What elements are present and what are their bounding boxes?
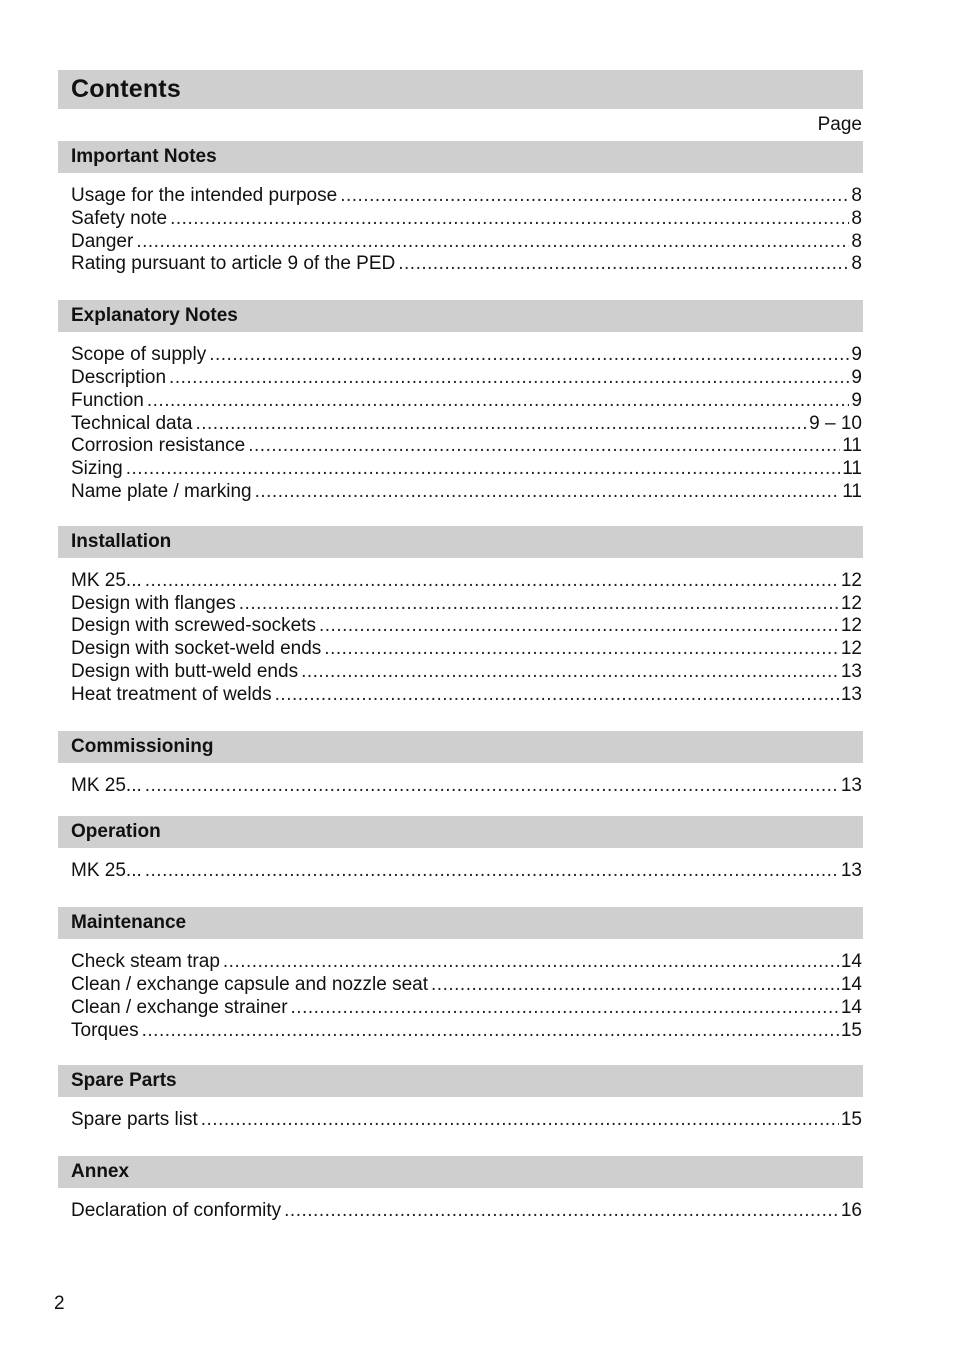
toc-entry-page: 9 xyxy=(851,366,862,388)
toc-entry[interactable] xyxy=(71,481,862,504)
toc-entry-label: Corrosion resistance xyxy=(71,435,246,457)
dot-leader xyxy=(126,458,841,481)
toc-entry-page: 14 xyxy=(840,996,862,1018)
dot-leader xyxy=(142,1020,839,1043)
toc-entry[interactable] xyxy=(71,344,862,367)
toc-entry[interactable] xyxy=(71,1020,862,1043)
section-heading: Explanatory Notes xyxy=(58,300,863,332)
dot-leader xyxy=(145,775,839,798)
dot-leader xyxy=(340,185,849,208)
toc-entry-label: Danger xyxy=(71,230,134,252)
toc-entry[interactable] xyxy=(71,1200,862,1223)
toc-entry-page: 13 xyxy=(840,774,862,796)
toc-entry-page: 13 xyxy=(840,683,862,705)
toc-entry[interactable] xyxy=(71,458,862,481)
dot-leader xyxy=(301,661,839,684)
toc-entry-page: 12 xyxy=(840,615,862,637)
section-heading: Spare Parts xyxy=(58,1065,863,1097)
toc-entry-label: Usage for the intended purpose xyxy=(71,185,338,206)
toc-entry-page: 12 xyxy=(840,592,862,614)
section-heading: Installation xyxy=(58,526,863,558)
toc-entry-label: MK 25... xyxy=(71,774,142,796)
dot-leader xyxy=(248,435,840,458)
toc-entry-page: 12 xyxy=(840,638,862,660)
toc-entry[interactable] xyxy=(71,684,862,707)
toc-entry-label: Clean / exchange strainer xyxy=(71,996,288,1018)
toc-entry-page: 9 xyxy=(851,389,862,411)
dot-leader xyxy=(291,997,839,1020)
dot-leader xyxy=(275,684,839,707)
dot-leader xyxy=(431,974,839,997)
toc-entry[interactable] xyxy=(71,570,862,593)
toc-entry-label: Spare parts list xyxy=(71,1109,198,1131)
toc-entry-label: MK 25... xyxy=(71,569,142,591)
section-explanatory-notes xyxy=(58,300,863,526)
section-spacer xyxy=(58,883,863,907)
dot-leader xyxy=(255,481,841,504)
dot-leader xyxy=(136,231,849,254)
section-entries xyxy=(58,558,863,707)
dot-leader xyxy=(201,1109,839,1132)
title-bar xyxy=(58,70,863,109)
dot-leader xyxy=(145,860,839,883)
toc-entry-label: Safety note xyxy=(71,207,168,229)
dot-leader xyxy=(147,390,850,413)
section-spare-parts xyxy=(58,1065,863,1156)
toc-entry-label: Design with butt-weld ends xyxy=(71,660,299,682)
contents-page xyxy=(58,70,863,1223)
section-entries xyxy=(58,939,863,1042)
toc-entry-page: 8 xyxy=(851,185,862,206)
section-annex xyxy=(58,1156,863,1223)
dot-leader xyxy=(223,951,839,974)
toc-entry[interactable] xyxy=(71,435,862,458)
toc-entry-label: Rating pursuant to article 9 of the PED xyxy=(71,253,396,275)
section-installation xyxy=(58,526,863,731)
toc-entry[interactable] xyxy=(71,390,862,413)
toc-entry-label: Name plate / marking xyxy=(71,480,252,502)
toc-entry[interactable] xyxy=(71,367,862,390)
toc-entry[interactable] xyxy=(71,638,862,661)
section-heading: Operation xyxy=(58,816,863,848)
toc-entry-label: Technical data xyxy=(71,412,193,434)
section-heading: Maintenance xyxy=(58,907,863,939)
toc-entry-label: Scope of supply xyxy=(71,344,207,366)
toc-entry-page: 8 xyxy=(851,207,862,229)
toc-entry[interactable] xyxy=(71,615,862,638)
toc-entry-label: Function xyxy=(71,389,144,411)
toc-entry-page: 11 xyxy=(842,480,862,502)
toc-entry-label: Check steam trap xyxy=(71,951,220,973)
dot-leader xyxy=(170,208,849,231)
page-title: Contents xyxy=(71,75,181,103)
toc-entry-page: 15 xyxy=(840,1109,862,1131)
toc-entry-page: 11 xyxy=(842,458,862,480)
section-entries xyxy=(58,332,863,504)
dot-leader xyxy=(209,344,849,367)
section-commissioning xyxy=(58,731,863,817)
section-entries xyxy=(58,173,863,276)
toc-entry[interactable] xyxy=(71,860,862,883)
toc-entry-page: 9 – 10 xyxy=(809,412,862,434)
toc-entry-page: 11 xyxy=(842,435,862,457)
dot-leader xyxy=(195,413,807,436)
toc-entry[interactable] xyxy=(71,231,862,254)
toc-entry-page: 14 xyxy=(840,973,862,995)
toc-entry-label: Design with flanges xyxy=(71,592,236,614)
toc-entry-label: Heat treatment of welds xyxy=(71,683,272,705)
toc-entry-label: Sizing xyxy=(71,458,123,480)
dot-leader xyxy=(319,615,839,638)
section-spacer xyxy=(58,707,863,731)
toc-entry-page: 8 xyxy=(851,253,862,275)
toc-entry[interactable] xyxy=(71,661,862,684)
toc-entry-label: Declaration of conformity xyxy=(71,1200,282,1222)
toc-entry[interactable] xyxy=(71,413,862,436)
section-important-notes xyxy=(58,141,863,300)
toc-entry-page: 13 xyxy=(840,660,862,682)
section-heading: Commissioning xyxy=(58,731,863,763)
section-entries xyxy=(58,1188,863,1223)
footer-page-number: 2 xyxy=(54,1293,65,1314)
toc-entry-label: Torques xyxy=(71,1019,139,1041)
toc-entry-label: Design with screwed-sockets xyxy=(71,615,316,637)
section-spacer xyxy=(58,276,863,300)
dot-leader xyxy=(324,638,839,661)
toc-entry[interactable] xyxy=(71,208,862,231)
section-maintenance xyxy=(58,907,863,1065)
toc-entry-page: 16 xyxy=(840,1200,862,1222)
dot-leader xyxy=(145,570,839,593)
section-heading: Important Notes xyxy=(58,141,863,173)
toc-entry[interactable] xyxy=(71,974,862,997)
section-entries xyxy=(58,1097,863,1132)
toc-entry-page: 9 xyxy=(851,344,862,366)
dot-leader xyxy=(284,1200,839,1223)
toc-entry-page: 15 xyxy=(840,1019,862,1041)
section-spacer xyxy=(58,797,863,816)
section-entries xyxy=(58,763,863,798)
toc-entry-page: 12 xyxy=(840,569,862,591)
toc-entry[interactable] xyxy=(71,1109,862,1132)
dot-leader xyxy=(239,593,839,616)
toc-entry-label: Description xyxy=(71,366,167,388)
section-operation xyxy=(58,816,863,907)
toc-entry[interactable] xyxy=(71,997,862,1020)
page-column-label: Page xyxy=(817,114,862,135)
dot-leader xyxy=(398,253,849,276)
section-spacer xyxy=(58,504,863,526)
section-entries xyxy=(58,848,863,883)
toc-entry-label: Clean / exchange capsule and nozzle seat xyxy=(71,973,429,995)
toc-entry[interactable] xyxy=(71,951,862,974)
section-spacer xyxy=(58,1132,863,1156)
toc-entry-page: 13 xyxy=(840,860,862,882)
toc-entry-label: Design with socket-weld ends xyxy=(71,638,322,660)
toc-entry-page: 8 xyxy=(851,230,862,252)
toc-entry[interactable] xyxy=(71,253,862,276)
toc-entry-page: 14 xyxy=(840,951,862,973)
section-heading: Annex xyxy=(58,1156,863,1188)
toc-entry[interactable] xyxy=(71,593,862,616)
section-spacer xyxy=(58,1042,863,1065)
dot-leader xyxy=(169,367,849,390)
toc-entry[interactable] xyxy=(71,775,862,798)
toc-entry-label: MK 25... xyxy=(71,860,142,882)
toc-entry[interactable] xyxy=(71,185,862,208)
